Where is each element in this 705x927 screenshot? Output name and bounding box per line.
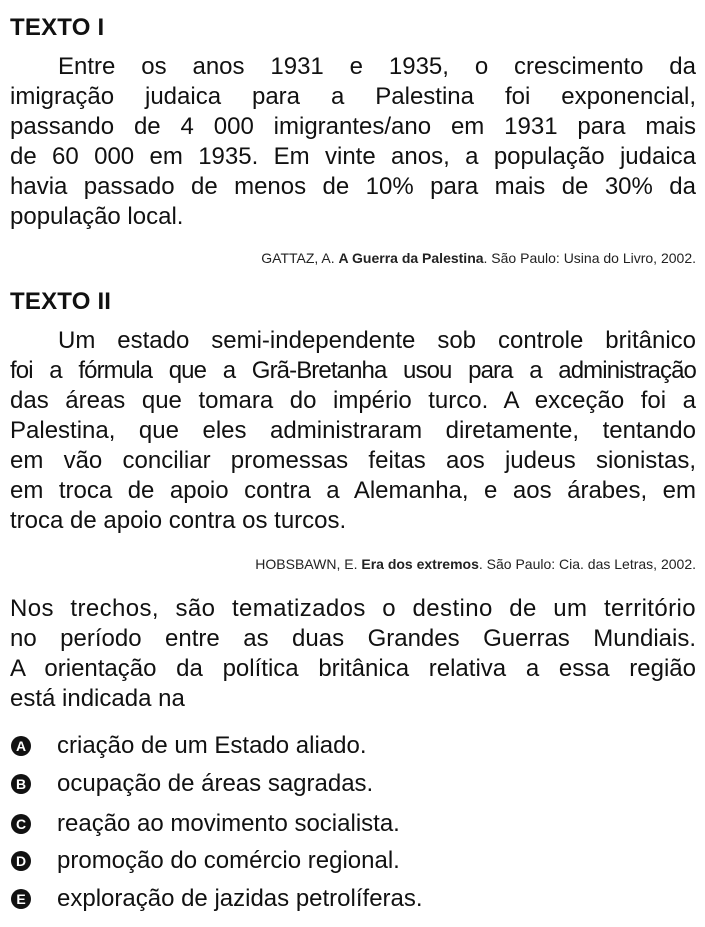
source-author: GATTAZ, A.	[261, 250, 339, 266]
option-letter-badge: E	[11, 889, 31, 909]
option-letter-badge: D	[11, 851, 31, 871]
texto2-body	[10, 326, 696, 536]
texto1-line: passando de 4 000 imigrantes/ano em 1931 para mais	[10, 113, 696, 140]
texto2-line: Um estado semi-independente sob controle britânico	[58, 327, 696, 354]
option-text: criação de um Estado aliado.	[57, 732, 367, 759]
texto1-line: população local.	[10, 203, 184, 230]
option-d[interactable]	[10, 846, 400, 876]
question-stem	[10, 594, 696, 714]
option-letter-badge: A	[11, 736, 31, 756]
option-c[interactable]	[10, 809, 400, 839]
option-letter-badge: C	[11, 814, 31, 834]
option-text: reação ao movimento socialista.	[57, 810, 400, 837]
texto1-line: imigração judaica para a Palestina foi exponencial,	[10, 83, 696, 110]
source-rest: . São Paulo: Cia. das Letras, 2002.	[478, 556, 696, 572]
texto2-heading: TEXTO II	[10, 288, 112, 315]
option-e[interactable]	[10, 884, 423, 914]
texto2-line: troca de apoio contra os turcos.	[10, 507, 347, 534]
texto1-line: havia passado de menos de 10% para mais de 30% da	[10, 173, 696, 200]
texto1-heading: TEXTO I	[10, 14, 105, 41]
option-a[interactable]	[10, 731, 367, 761]
source-rest: . São Paulo: Usina do Livro, 2002.	[483, 250, 696, 266]
source-title: A Guerra da Palestina	[338, 250, 484, 266]
option-text: exploração de jazidas petrolíferas.	[57, 885, 423, 912]
option-b[interactable]	[10, 769, 373, 799]
source-author: HOBSBAWN, E.	[255, 556, 362, 572]
option-text: ocupação de áreas sagradas.	[57, 770, 374, 797]
question-line: está indicada na	[10, 685, 185, 712]
source-title: Era dos extremos	[361, 556, 479, 572]
texto1-body	[10, 52, 696, 232]
texto2-line: foi a fórmula que a Grã-Bretanha usou para a administração	[10, 357, 696, 384]
texto2-line: Palestina, que eles administraram diretamente, tentando	[10, 417, 696, 444]
question-line: Nos trechos, são tematizados o destino de um território	[10, 595, 696, 622]
option-text: promoção do comércio regional.	[57, 847, 400, 874]
option-letter-badge: B	[11, 774, 31, 794]
texto1-source	[261, 250, 696, 266]
texto1-line: Entre os anos 1931 e 1935, o crescimento da	[58, 53, 696, 80]
question-line: no período entre as duas Grandes Guerras Mundiais.	[10, 625, 696, 652]
texto1-line: de 60 000 em 1935. Em vinte anos, a população judaica	[10, 143, 696, 170]
texto2-line: em troca de apoio contra a Alemanha, e aos árabes, em	[10, 477, 696, 504]
texto2-line: das áreas que tomara do império turco. A exceção foi a	[10, 387, 696, 414]
texto2-source	[255, 556, 696, 572]
texto2-line: em vão conciliar promessas feitas aos judeus sionistas,	[10, 447, 696, 474]
question-line: A orientação da política britânica relativa a essa região	[10, 655, 696, 682]
